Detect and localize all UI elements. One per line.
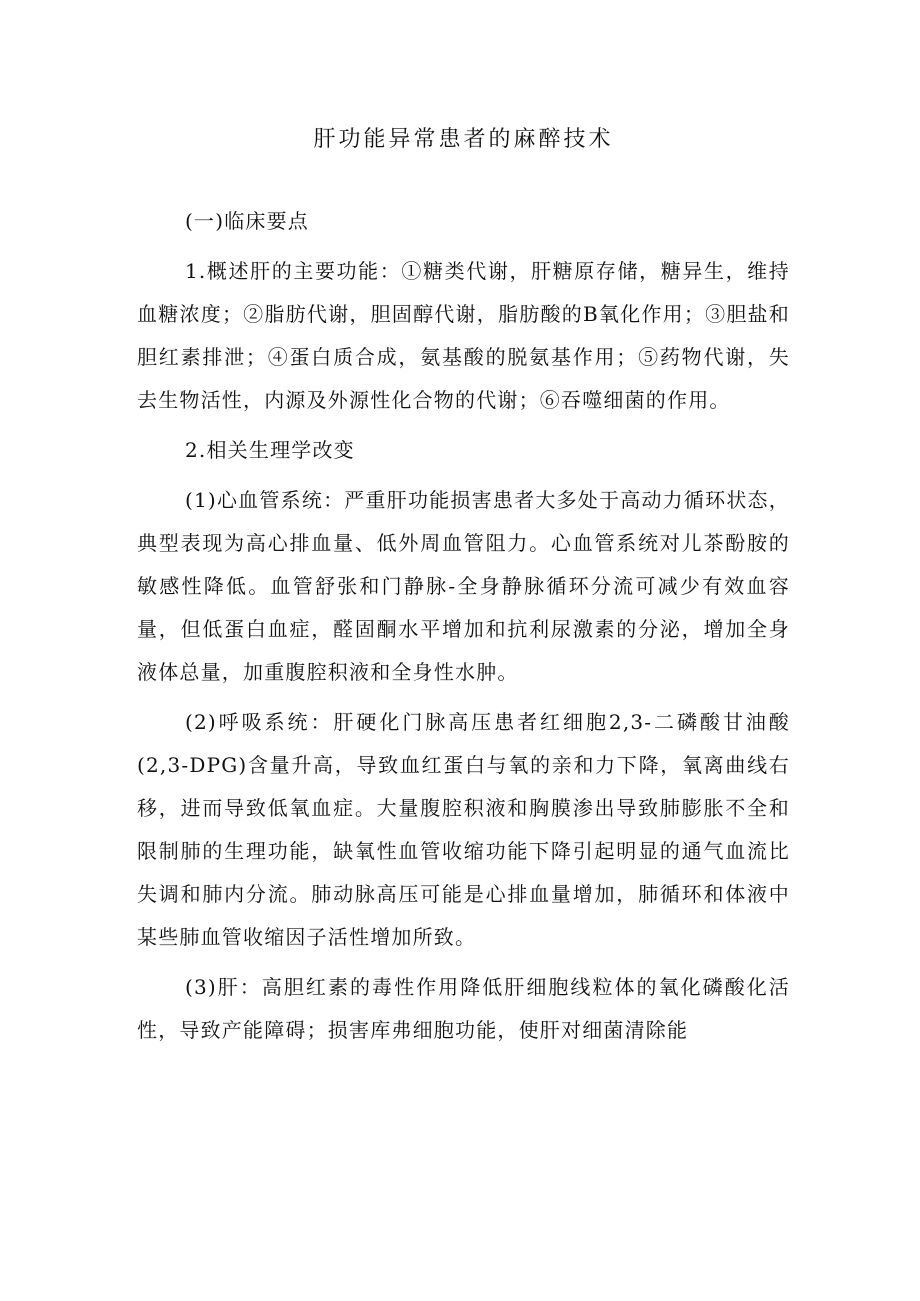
section-heading: (一)临床要点	[185, 209, 310, 233]
paragraph-respiratory: (2)呼吸系统：肝硬化门脉高压患者红细胞2,3-二磷酸甘油酸(2,3-DPG)含量升高，导致血红蛋白与氧的亲和力下降，氧离曲线右移，进而导致低氧血症。大量腹腔积液和胸膜渗出导致肺膨胀不全和限制肺的生理功能，缺氧性血管收缩功能下降引起明显的通气血流比失调和肺内分流。肺动脉高压可能是心排血量增加，肺循环和体液中某些肺血管收缩因子活性增加所致。	[137, 710, 790, 949]
paragraph-cardiovascular: (1)心血管系统：严重肝功能损害患者大多处于高动力循环状态，典型表现为高心排血量、低外周血管阻力。心血管系统对儿茶酚胺的敏感性降低。血管舒张和门静脉-全身静脉循环分流可减少有效血容量，但低蛋白血症，醛固酮水平增加和抗利尿激素的分泌，增加全身液体总量，加重腹腔积液和全身性水肿。	[137, 488, 790, 684]
document-title: 肝功能异常患者的麻醉技术	[313, 127, 614, 152]
paragraph-liver: (3)肝：高胆红素的毒性作用降低肝细胞线粒体的氧化磷酸化活性，导致产能障碍；损害库弗细胞功能，使肝对细菌清除能	[137, 975, 790, 1042]
paragraph-physiology-heading: 2.相关生理学改变	[185, 438, 355, 462]
paragraph-liver-functions: 1.概述肝的主要功能：①糖类代谢，肝糖原存储，糖异生，维持血糖浓度；②脂肪代谢，胆固醇代谢，脂肪酸的B氧化作用；③胆盐和胆红素排泄；④蛋白质合成，氨基酸的脱氨基作用；⑤药物代谢，失去生物活性，内源及外源性化合物的代谢；⑥吞噬细菌的作用。	[137, 259, 790, 412]
